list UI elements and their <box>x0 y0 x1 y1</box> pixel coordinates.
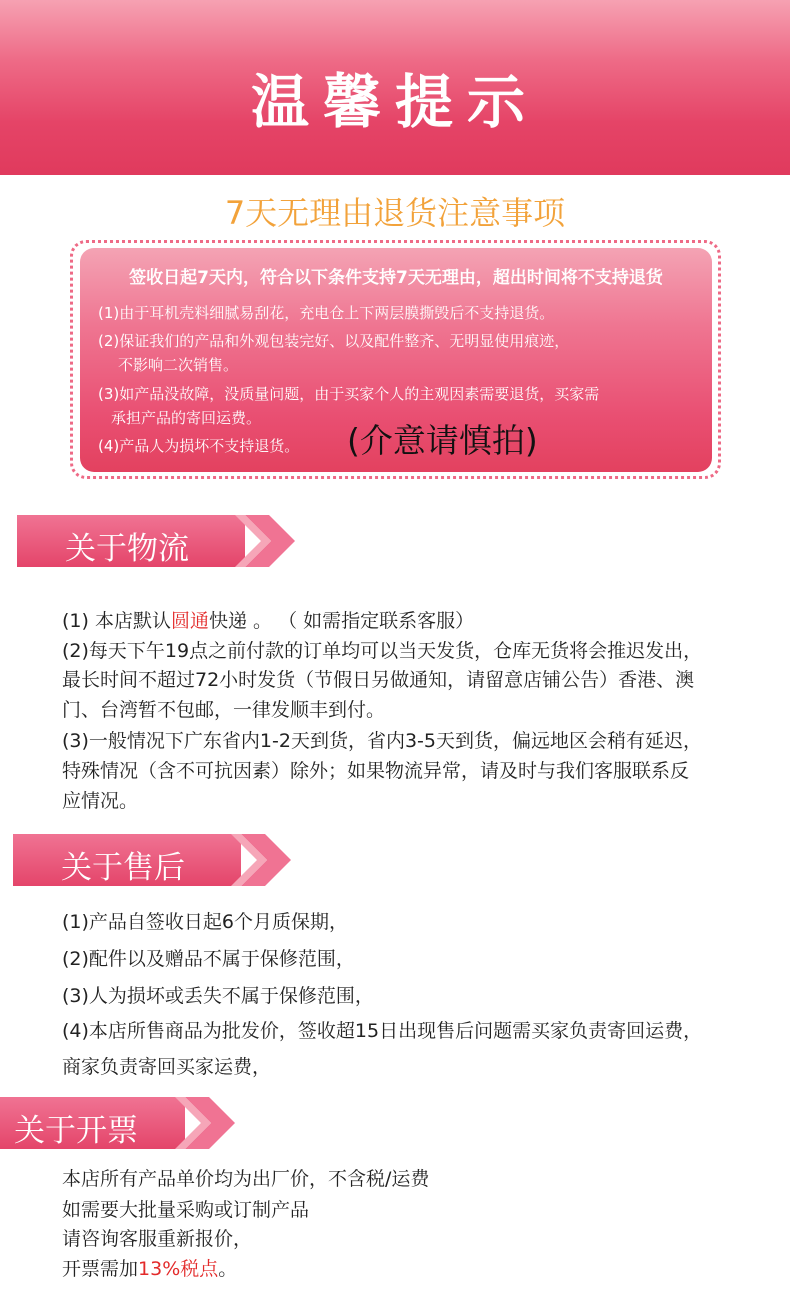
logistics-line: (3)一般情况下广东省内1-2天到货，省内3-5天到货，偏远地区会稍有延迟， <box>62 730 702 752</box>
logistics-line: 特殊情况（含不可抗因素）除外；如果物流异常，请及时与我们客服联系反 <box>62 760 690 782</box>
invoice-line: 如需要大批量采购或订制产品 <box>62 1199 310 1221</box>
return-policy-title: 7天无理由退货注意事项 <box>224 194 566 232</box>
after-sales-line: (4)本店所售商品为批发价，签收超15日出现售后问题需买家负责寄回运费， <box>62 1020 703 1042</box>
logistics-line: (2)每天下午19点之前付款的订单均可以当天发货，仓库无货将会推迟发出， <box>62 640 703 662</box>
notice-headline: 签收日起7天内，符合以下条件支持7天无理由，超出时间将不支持退货 <box>129 268 663 288</box>
logistics-line: 最长时间不超过72小时发货（节假日另做通知，请留意店铺公告）香港、澳 <box>62 669 695 691</box>
section-header-logistics <box>17 515 287 567</box>
chevron-right-icon <box>235 515 295 567</box>
tax-rate-highlight: 13%税点 <box>138 1258 219 1280</box>
notice-item: 承担产品的寄回运费。 <box>111 409 262 427</box>
notice-item: 不影响二次销售。 <box>118 356 239 374</box>
notice-item: (3)如产品没故障，没质量问题，由于买家个人的主观因素需要退货，买家需 <box>98 385 600 403</box>
chevron-right-icon <box>231 834 291 886</box>
logistics-line: 应情况。 <box>62 790 139 812</box>
notice-item: (2)保证我们的产品和外观包装完好、以及配件整齐、无明显使用痕迹， <box>98 332 570 350</box>
after-sales-line: (2)配件以及赠品不属于保修范围， <box>62 948 355 970</box>
invoice-line <box>62 1254 237 1281</box>
section-title: 关于物流 <box>65 531 189 567</box>
section-header-after-sales <box>13 834 283 886</box>
section-title: 关于开票 <box>14 1113 138 1149</box>
notice-emphasis: (介意请慎拍) <box>347 421 538 460</box>
text-segment: 。 <box>218 1258 238 1280</box>
logistics-line: 门、台湾暂不包邮，一律发顺丰到付。 <box>62 699 386 721</box>
text-segment: 快递 。 （ 如需指定联系客服） <box>208 610 475 632</box>
text-segment: (1) 本店默认 <box>62 610 171 632</box>
after-sales-line: (3)人为损坏或丢失不属于保修范围， <box>62 985 374 1007</box>
section-title: 关于售后 <box>61 850 185 886</box>
page-title: 温馨提示 <box>250 68 539 136</box>
courier-highlight: 圆通 <box>170 610 209 632</box>
notice-item: (1)由于耳机壳料细腻易刮花，充电仓上下两层膜撕毁后不支持退货。 <box>98 304 555 322</box>
text-segment: 开票需加 <box>62 1258 139 1280</box>
after-sales-line: 商家负责寄回买家运费， <box>62 1056 272 1078</box>
logistics-line <box>62 606 474 633</box>
section-header-invoice <box>0 1097 240 1149</box>
chevron-right-icon <box>175 1097 235 1149</box>
notice-item: (4)产品人为损坏不支持退货。 <box>98 437 300 455</box>
after-sales-line: (1)产品自签收日起6个月质保期， <box>62 911 349 933</box>
invoice-line: 本店所有产品单价均为出厂价，不含税/运费 <box>62 1168 430 1190</box>
invoice-line: 请咨询客服重新报价， <box>62 1228 253 1250</box>
